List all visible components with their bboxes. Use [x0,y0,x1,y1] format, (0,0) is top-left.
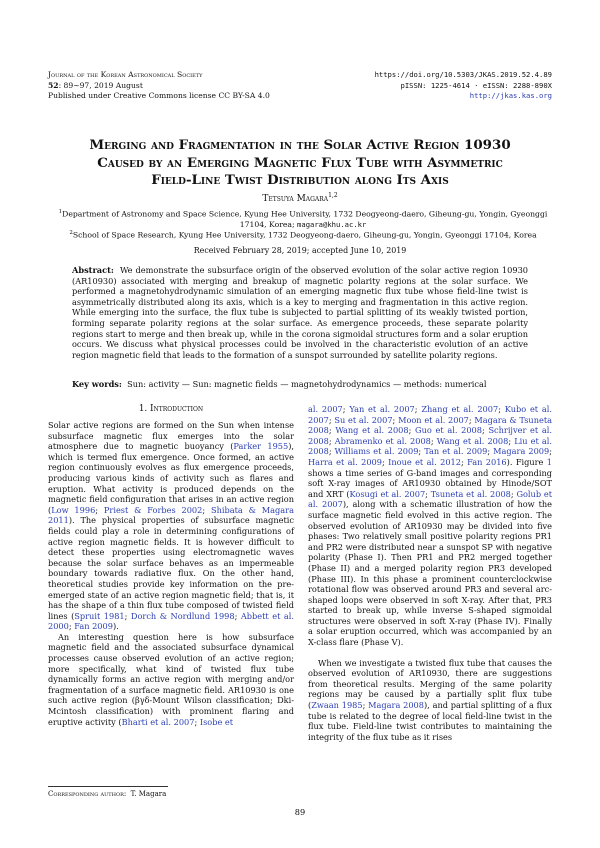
body-text: ; [95,504,104,515]
title-line-3: Field-Line Twist Distribution along Its Axis [151,172,449,188]
affiliation-2 [58,228,548,241]
section-title: 1. Introduction [138,404,204,414]
body-text: ; [510,488,517,499]
doi-link[interactable]: https://doi.org/10.5303/JKAS.2019.52.4.89 [374,70,552,79]
citation-link[interactable]: Tsuneta et al. 2008 [430,488,511,499]
citation-link[interactable]: Abramenko et al. 2008 [334,435,431,446]
body-text: shows a time series of G-band images and corresponding soft X-ray images of AR10930 obtained by Hinode/SOT and XRT ( [308,467,552,499]
author-name: Tetsuya Magara [262,194,329,204]
journal-header [48,70,308,102]
body-text: ; [202,504,211,515]
body-text: ; [418,446,425,457]
footnote [48,790,166,798]
citation-link[interactable]: al. 2007 [308,404,343,414]
body-text: ; [194,716,200,727]
body-text: ; [430,435,437,446]
affiliation-1-text: Department of Astronomy and Space Science, Kyung Hee University, 1732 Deogyeong-daero, Giheung-gu, Yongin, Gyeonggi 17104, Korea; [62,209,548,230]
citation-link[interactable]: Moon et al. 2007 [398,414,469,425]
body-text: ), which is termed flux emergence. Once formed, an active region continuously evolves as flux emergence proceeds, producing various kinds of activity such as flares and eruption. What activity is produced depends on the magnetic field configuration that arises in an active region ( [48,441,294,515]
citation-link[interactable]: Abbett et al. 2000 [48,610,295,632]
body-text: ; [124,610,131,621]
body-text: When we investigate a twisted flux tube that causes the observed evolution of AR10930, there are suggestions from theoretical results. Merging of the same polarity regions may be caused by a partially split flux tube ( [308,657,552,711]
volume-line [48,81,308,92]
citation-link[interactable]: Williams et al. 2009 [334,446,419,457]
citation-link[interactable]: Magara 2008 [368,700,424,711]
citation-link[interactable]: Schrijver et al. 2008 [308,425,552,446]
citation-link[interactable]: Magara 2009 [493,446,550,457]
body-text: ; [328,446,335,457]
body-text: ), and partial splitting of a flux tube is related to the degree of local field-line twist in the flux tube. Field-line twist contributes to maintaining the integrity of the flux tube as it rises [308,700,552,742]
journal-site-link[interactable]: http://jkas.kas.org [469,91,552,100]
body-text: An interesting question here is how subsurface magnetic field and the associated subsurface dynamical processes cause observed evolution of an active region; more specifically, what kind of twisted flux tube dynamically forms an active region with merging and/or fragmentation of a surface magnetic field. AR10930 is one such active region (βγδ-Mount Wilson classification; Dki-Mcintosh classification) with prominent flaring and eruptive activity ( [48,631,294,727]
citation-link[interactable]: Fan 2009 [74,621,113,632]
left-column-paragraph [48,632,294,727]
body-text: ; [328,435,335,446]
journal-name: Journal of the Korean Astronomical Society [48,70,203,79]
citation-link[interactable]: Zhang et al. 2007 [421,404,499,414]
body-text: ; [234,610,241,621]
body-text: ; [392,414,399,425]
citation-link[interactable]: Inoue et al. 2012 [388,456,461,467]
keywords-text: Sun: activity — Sun: magnetic fields — magnetohydrodynamics — methods: numerical [127,379,487,389]
left-column-paragraph [48,420,294,632]
citation-link[interactable]: Liu et al. 2008 [308,435,553,457]
body-text: ). Figure [506,456,547,467]
affiliation-2-sup: 2 [69,230,73,236]
citation-link[interactable]: Spruit 1981 [74,610,125,621]
body-text: ; [425,488,431,499]
affiliation-2-text: School of Space Research, Kyung Hee University, 1732 Deogyeong-daero, Giheung-gu, Yongin, Gyeonggi 17104, Korea [72,230,537,240]
body-text: ; [460,456,468,467]
footnote-label: Corresponding author: [48,790,127,798]
citation-link[interactable]: Priest & Forbes 2002 [103,504,203,515]
citation-link[interactable]: Kosugi et al. 2007 [349,488,426,499]
body-text: ; [362,700,369,711]
doi-header [272,70,552,102]
body-text: ; [381,456,389,467]
citation-link[interactable]: Isobe et [199,716,234,727]
abstract-label: Abstract: [72,265,114,275]
body-text: ). The physical properties of subsurface magnetic fields could play a role in determining configurations of active region magnetic fields. It is however difficult to detect these properties using electromagnetic waves because the solar surface behaves as an impermeable boundary towards radiative flux. On the other hand, theoretical studies provide key information on the pre-emerged state of an active region magnetic field; that is, it has the shape of a thin flux tube composed of twisted field lines ( [48,515,294,621]
volume-pages: : 89∼97, 2019 August [58,80,143,90]
title-line-1: Merging and Fragmentation in the Solar Active Region 10930 [89,137,511,153]
citation-link[interactable]: Parker 1955 [233,441,289,452]
right-column-paragraph [308,658,552,743]
citation-link[interactable]: Shibata & Magara 2011 [48,504,294,526]
body-text: ; [498,404,505,414]
citation-link[interactable]: Wang et al. 2008 [436,435,509,446]
body-text: ; [508,435,515,446]
body-text: ; [68,621,75,632]
citation-link[interactable]: Dorch & Nordlund 1998 [130,610,235,621]
body-text: Solar active regions are formed on the Sun when intense subsurface magnetic flux emerges into the solar atmosphere due to magnetic buoyancy ( [48,420,294,452]
citation-link[interactable]: Bharti et al. 2007 [121,716,195,727]
received-dates: Received February 28, 2019; accepted June 10, 2019 [193,246,407,255]
citation-link[interactable]: Harra et al. 2009 [308,456,382,467]
citation-link[interactable]: Low 1996 [51,504,96,515]
citation-link[interactable]: Golub et al. 2007 [308,488,552,510]
body-text: ; [342,404,350,414]
footnote-name: T. Magara [130,790,167,798]
citation-link[interactable]: Yan et al. 2007 [349,404,415,414]
author-line [0,192,600,204]
volume-number: 52 [48,80,59,90]
abstract-text: We demonstrate the subsurface origin of the observed evolution of the solar active region 10930 (AR10930) associated with merging and breakup of magnetic polarity regions at the solar surface. We performed a magnetohydrodynamic simulation of an emerging magnetic flux tube whose field-line twist is asymmetrically distributed along its axis, which is a key to merging and fragmentation in this active region. While emerging into the surface, the flux tube is subjected to partial splitting of its weakly twisted portion, forming separate polarity regions at the solar surface. As emergence proceeds, these separate polarity regions start to merge and then break up, while in the corona sigmoidal structures form and a solar eruption occurs. We discuss what physical processes could be involved in the characteristic evolution of an active region magnetic field that leads to the formation of a sunspot surrounded by satellite polarity regions. [72,265,528,360]
body-text: ; [328,425,336,436]
body-text: ). [112,621,119,632]
author-affil-sup: 1,2 [328,192,338,199]
body-text: ; [328,414,335,425]
body-text: ; [487,446,494,457]
title-line-2: Caused by an Emerging Magnetic Flux Tube with Asymmetric [97,154,503,171]
keywords [72,379,528,390]
license-line: Published under Creative Commons license CC BY-SA 4.0 [48,91,270,100]
citation-link[interactable]: Zwaan 1985 [311,700,363,711]
body-text: ; [468,414,475,425]
page-number: 89 [294,807,306,817]
body-text: ), along with a schematic illustration of how the surface magnetic field evolved in this active region. The observed evolution of AR10930 may be divided into five phases: Two relatively small positive polarity regions PR1 and PR2 were distributed near a sunspot SP with negative polarity (Phase I). Then PR1 and PR2 merged together (Phase II) and a merged polarity region PR3 developed (Phase III). In this phase a prominent counterclockwise rotational flow was observed around PR3 and several arc-shaped loops were observed in soft X-ray. After that, PR3 started to break up, while inverse S-shaped sigmoidal structures were observed in soft X-ray (Phase IV). Finally a solar eruption occurred, which was accompanied by an X-class flare (Phase V). [308,499,552,648]
footnote-rule [48,786,168,787]
body-text: ; [408,425,416,436]
body-text: ; [481,425,489,436]
citation-link[interactable]: Tan et al. 2009 [424,446,488,457]
abstract [72,265,528,360]
citation-link[interactable]: Kubo et al. 2007 [308,404,552,425]
citation-link[interactable]: Su et al. 2007 [334,414,393,425]
citation-link[interactable]: 1 [546,456,552,467]
keywords-label: Key words: [72,379,122,389]
left-column [48,420,294,727]
citation-link[interactable]: Fan 2016 [467,456,507,467]
citation-link[interactable]: Wang et al. 2008 [335,425,409,436]
right-column-paragraph [308,404,552,648]
author-email[interactable]: magara@khu.ac.kr [297,220,367,230]
body-text: ; [549,446,552,457]
body-text: ; [414,404,422,414]
citation-link[interactable]: Guo et al. 2008 [415,425,482,436]
issn-line: pISSN: 1225-4614 · eISSN: 2288-890X [400,80,552,90]
affiliation-1-sup: 1 [58,209,63,215]
paper-title [40,137,560,190]
right-column [308,404,552,742]
citation-link[interactable]: Magara & Tsuneta 2008 [308,414,552,436]
